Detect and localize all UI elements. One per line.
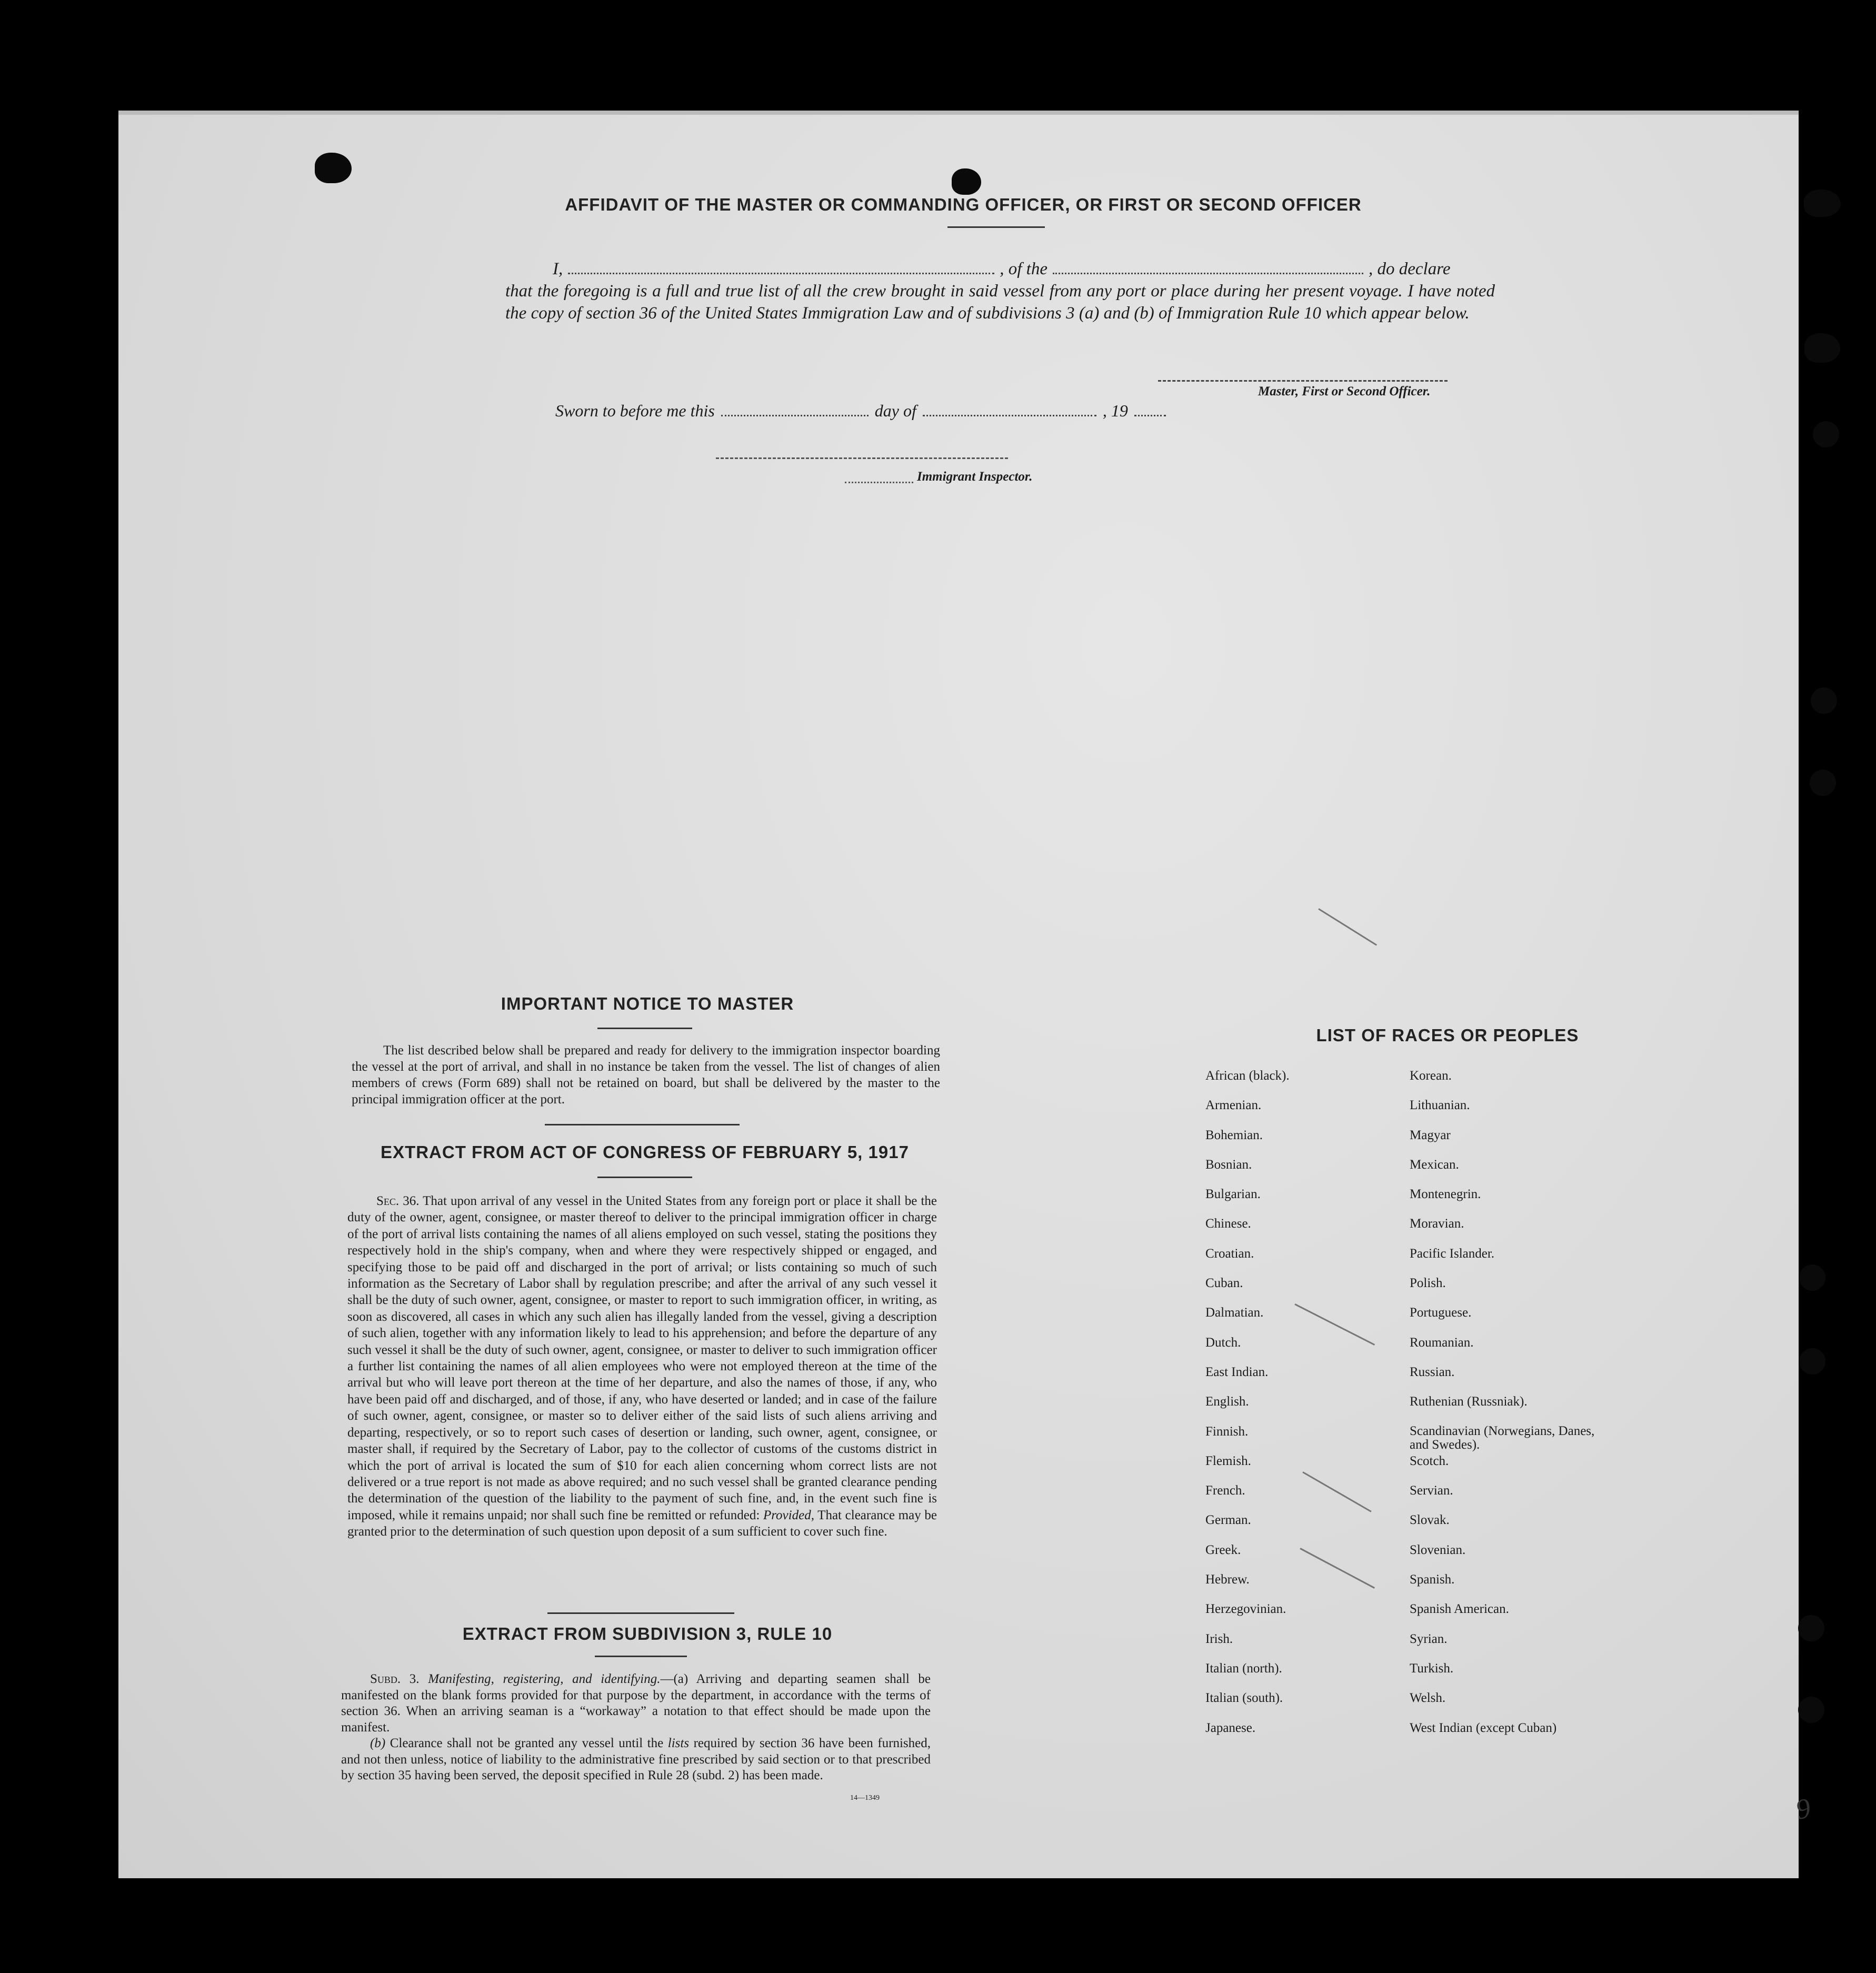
- notice-title-rule: [597, 1028, 692, 1029]
- day-of-label: day of: [874, 401, 916, 420]
- punch-hole: [1799, 1348, 1825, 1374]
- inspector-signature-line: [716, 457, 1008, 459]
- sworn-line: [555, 401, 1166, 421]
- race-item: Cuban.: [1205, 1276, 1243, 1291]
- ink-blot: [315, 153, 352, 183]
- month-field-line: [923, 414, 1096, 416]
- punch-hole: [1799, 1264, 1825, 1291]
- sworn-label: Sworn to before me this: [555, 401, 715, 420]
- race-item: English.: [1205, 1394, 1249, 1409]
- race-item: Bohemian.: [1205, 1128, 1263, 1142]
- act-extract-body: [347, 1193, 937, 1540]
- race-item: Turkish.: [1410, 1661, 1454, 1676]
- paragraph-a-marker: —(a): [660, 1672, 688, 1686]
- vessel-field-line: [1053, 272, 1363, 274]
- affidavit-i-label: I,: [553, 260, 563, 278]
- inspector-label: Immigrant Inspector.: [917, 470, 1033, 484]
- race-item: Pacific Islander.: [1410, 1246, 1495, 1261]
- race-item: Chinese.: [1205, 1217, 1251, 1231]
- race-item: Spanish American.: [1410, 1602, 1509, 1617]
- race-item: French.: [1205, 1483, 1245, 1498]
- rule-extract-title: EXTRACT FROM SUBDIVISION 3, RULE 10: [462, 1624, 833, 1643]
- notice-title: IMPORTANT NOTICE TO MASTER: [501, 994, 794, 1013]
- race-item: Armenian.: [1205, 1098, 1262, 1113]
- ink-blot: [952, 168, 981, 195]
- affidavit-body: [505, 258, 1495, 324]
- race-item: East Indian.: [1205, 1364, 1269, 1379]
- act-extract-title: EXTRACT FROM ACT OF CONGRESS OF FEBRUARY 5, 1917: [381, 1142, 909, 1162]
- paragraph-b-text-end: required by section 36 have been furnished, and not then unless, notice of liability to the administrative fine prescribed by said section or to that prescribed by section 35 having been served, the deposit specified in Rule 28 (subd. 2) has been made.: [341, 1736, 931, 1782]
- race-item: Dutch.: [1205, 1335, 1241, 1350]
- rule-extract-title-rule: [595, 1656, 687, 1657]
- name-field-line: [568, 272, 994, 274]
- affidavit-title: AFFIDAVIT OF THE MASTER OR COMMANDING OFFICER, OR FIRST OR SECOND OFFICER: [565, 195, 1362, 214]
- rule-extract-body: [341, 1671, 931, 1784]
- inspector-signature-dots: [845, 482, 913, 483]
- race-item: Bulgarian.: [1205, 1187, 1261, 1202]
- race-item: Slovenian.: [1410, 1542, 1466, 1557]
- ink-blot: [1804, 333, 1840, 363]
- race-item: Polish.: [1410, 1276, 1446, 1291]
- act-extract-divider: [547, 1612, 734, 1614]
- race-item: Bosnian.: [1205, 1157, 1252, 1172]
- race-item: Russian.: [1410, 1364, 1455, 1379]
- race-item: Ruthenian (Russniak).: [1410, 1394, 1528, 1409]
- subdivision-heading: Manifesting, registering, and identifying.: [428, 1672, 661, 1686]
- race-item: Hebrew.: [1205, 1572, 1250, 1587]
- race-item: Welsh.: [1410, 1691, 1446, 1706]
- race-item: Dalmatian.: [1205, 1306, 1264, 1320]
- race-item: Portuguese.: [1410, 1306, 1472, 1320]
- subdivision-label: Subd. 3.: [370, 1672, 420, 1686]
- race-item: Scandinavian (Norwegians, Danes, and Swedes).: [1410, 1423, 1595, 1452]
- race-item: Lithuanian.: [1410, 1098, 1470, 1113]
- race-item: German.: [1205, 1513, 1251, 1528]
- race-item: Syrian.: [1410, 1631, 1448, 1646]
- race-item: Spanish.: [1410, 1572, 1455, 1587]
- year-prefix-label: , 19: [1102, 401, 1128, 420]
- paragraph-a-text: Arriving and departing seamen shall be manifested on the blank forms provided for that purpose by the department, in accordance with the terms of section 36. When an arriving seaman is a “workaway” a notation to that effect should be made upon the manifest.: [341, 1672, 931, 1735]
- affidavit-declare-label: , do declare: [1368, 260, 1451, 278]
- notice-body: The list described below shall be prepared and ready for delivery to the immigration inspector boarding the vessel at the port of arrival, and shall in no instance be taken from the vessel. The list of changes of alien members of crews (Form 689) shall not be retained on board, but shall be delivered by the master to the principal immigration officer at the port.: [352, 1043, 940, 1107]
- paragraph-b-marker: (b): [370, 1736, 386, 1750]
- margin-handwritten-note: 9: [1793, 1792, 1813, 1826]
- race-item: Slovak.: [1410, 1513, 1450, 1528]
- race-item: Finnish.: [1205, 1424, 1249, 1439]
- punch-hole: [1810, 770, 1836, 796]
- race-item: Japanese.: [1205, 1720, 1256, 1735]
- punch-hole: [1813, 421, 1839, 447]
- notice-divider: [545, 1124, 740, 1125]
- race-item: Italian (south).: [1205, 1691, 1283, 1706]
- race-item: Scotch.: [1410, 1453, 1449, 1468]
- race-item: Servian.: [1410, 1483, 1453, 1498]
- master-signature-label: Master, First or Second Officer.: [1258, 384, 1431, 398]
- races-column-1: [1205, 1069, 1405, 1750]
- lists-word: lists: [667, 1736, 690, 1750]
- subdivision-b-paragraph: [341, 1736, 931, 1784]
- punch-hole: [1798, 1697, 1824, 1723]
- title-rule: [947, 226, 1045, 228]
- affidavit-text: that the foregoing is a full and true list of all the crew brought in said vessel from any port or place during her present voyage. I have noted the copy of section 36 of the United States Immigration Law and of subdivisions 3 (a) and (b) of Immigration Rule 10 which appear below.: [505, 282, 1495, 323]
- races-column-2: [1410, 1069, 1620, 1750]
- race-item: Herzegovinian.: [1205, 1602, 1286, 1617]
- race-item: Roumanian.: [1410, 1335, 1474, 1350]
- races-title: LIST OF RACES OR PEOPLES: [1316, 1025, 1579, 1045]
- punch-hole: [1798, 1615, 1824, 1641]
- master-signature-line: [1158, 380, 1448, 382]
- race-item: Italian (north).: [1205, 1661, 1282, 1676]
- affidavit-first-line: [505, 258, 1495, 280]
- section-label: Sec. 36.: [376, 1194, 420, 1208]
- race-item: Korean.: [1410, 1069, 1452, 1083]
- paragraph-b-text: Clearance shall not be granted any vessel until the: [385, 1736, 668, 1750]
- provided-word: Provided,: [763, 1508, 814, 1522]
- race-item: Moravian.: [1410, 1217, 1464, 1231]
- race-item: Montenegrin.: [1410, 1187, 1481, 1202]
- race-item: Magyar: [1410, 1128, 1451, 1142]
- section-text: That upon arrival of any vessel in the United States from any foreign port or place it shall be the duty of the owner, agent, consignee, or master thereof to deliver to the principal immigration officer in charge of the port of arrival lists containing the names of all aliens employed on such vessel, stating the positions they respectively hold in the ship's company, when and where they were respectively shipped or engaged, and specifying those to be paid off and discharged in the port of arrival; or lists containing so much of such information as the Secretary of Labor shall by regulation prescribe; and after the arrival of any such vessel it shall be the duty of such owner, agent, consignee, or master to report to such immigration officer, in writing, as soon as discovered, all cases in which any such alien has illegally landed from the vessel, giving a description of such alien, together with any information likely to lead to his apprehension; and before the departure of any such vessel it shall be the duty of such owner, agent, consignee, or master to deliver to such immigration officer a further list containing the names of all alien employees who were not employed thereon at the time of the arrival but who will leave port thereon at the time of her departure, and also the names of those, if any, who have been paid off and discharged, and of those, if any, who have deserted or landed; and in case of the failure of such owner, agent, consignee, or master so to deliver either of the said lists of such aliens arriving and departing, respectively, or so to report such cases of desertion or landing, such owner, agent, consignee, or master shall, if required by the Secretary of Labor, pay to the collector of customs of the customs district in which the port of arrival is located the sum of $10 for each alien concerning whom correct lists are not delivered or a true report is not made as above required; and no such vessel shall be granted clearance pending the determination of the question of the liability to the payment of such fine, and, in the event such fine is imposed, while it remains unpaid; nor shall such fine be remitted or refunded:: [347, 1194, 937, 1522]
- day-field-line: [721, 414, 869, 416]
- race-item: Croatian.: [1205, 1246, 1254, 1261]
- form-number: 14—1349: [850, 1794, 880, 1802]
- race-item: Flemish.: [1205, 1453, 1251, 1468]
- ink-blot: [1804, 190, 1841, 217]
- act-extract-title-rule: [597, 1177, 692, 1178]
- section-text-end: That clearance may be granted prior to the determination of such question upon deposit of a sum sufficient to cover such fine.: [347, 1508, 937, 1539]
- year-field-line: [1134, 414, 1166, 416]
- race-item: African (black).: [1205, 1069, 1290, 1083]
- punch-hole: [1811, 687, 1837, 714]
- race-item: West Indian (except Cuban): [1410, 1720, 1557, 1735]
- subdivision-a-paragraph: [341, 1671, 931, 1736]
- race-item: Mexican.: [1410, 1157, 1459, 1172]
- affidavit-of-the-label: , of the: [1000, 260, 1047, 278]
- race-item: Greek.: [1205, 1542, 1241, 1557]
- race-item: Irish.: [1205, 1631, 1233, 1646]
